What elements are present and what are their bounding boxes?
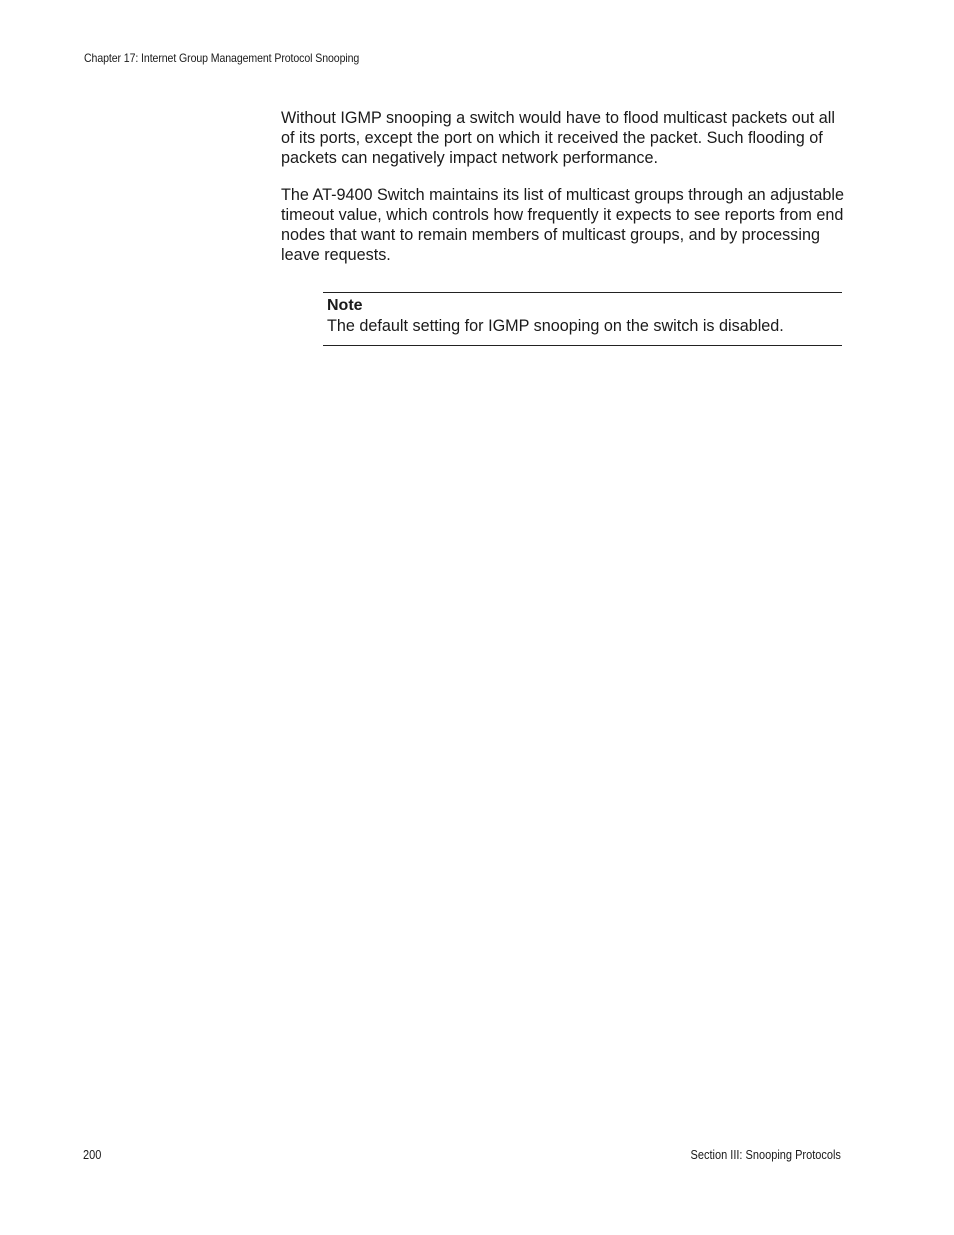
paragraph-flooding: Without IGMP snooping a switch would have to flood multicast packets out all of its ports, except the port on which it received the packet. Such flooding of packets can negatively impact network performance. bbox=[281, 109, 835, 168]
running-header: Chapter 17: Internet Group Management Protocol Snooping bbox=[84, 51, 360, 65]
page-number: 200 bbox=[83, 1148, 102, 1162]
body-text bbox=[281, 108, 847, 281]
note-title: Note bbox=[327, 297, 363, 314]
footer-section-title: Section III: Snooping Protocols bbox=[690, 1148, 841, 1162]
note-box bbox=[323, 292, 842, 346]
paragraph-multicast-groups: The AT-9400 Switch maintains its list of multicast groups through an adjustable timeout value, which controls how frequently it expects to see reports from end nodes that want to remain members of multicast groups, and by processing leave requests. bbox=[281, 185, 844, 265]
note-text: The default setting for IGMP snooping on the switch is disabled. bbox=[327, 317, 784, 335]
